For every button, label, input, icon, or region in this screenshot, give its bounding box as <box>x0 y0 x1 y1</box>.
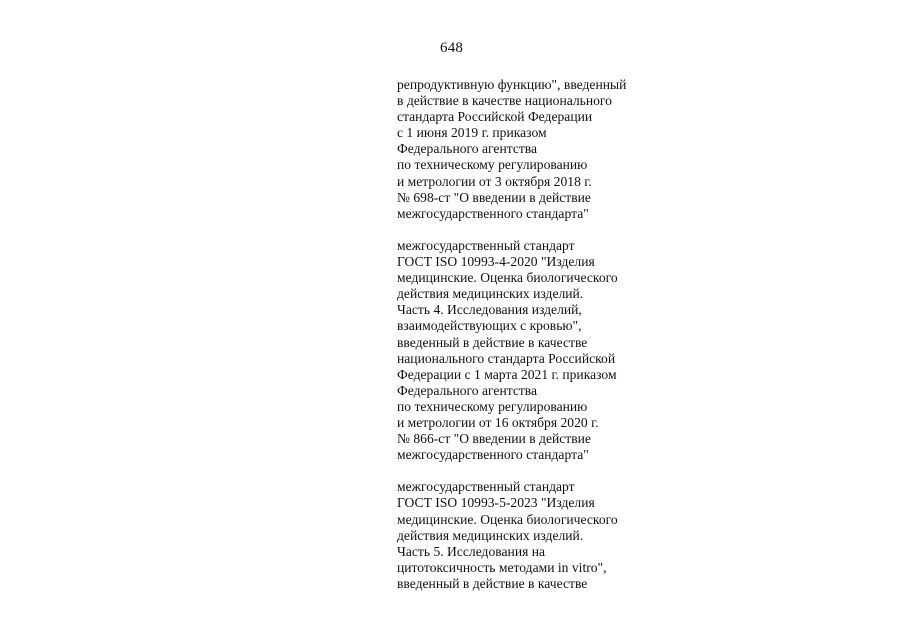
text-line: Федерального агентства <box>397 382 538 398</box>
text-line: действия медицинских изделий. <box>397 527 584 543</box>
text-line: Часть 5. Исследования на <box>397 543 546 559</box>
text-line: и метрологии от 16 октября 2020 г. <box>397 414 599 430</box>
text-line: введенный в действие в качестве <box>397 334 588 350</box>
text-line: ГОСТ ISO 10993-4-2020 "Изделия <box>397 254 595 270</box>
paragraph-gap <box>397 222 697 238</box>
paragraph-standard-iso-10993-5 <box>397 479 697 592</box>
text-line: цитотоксичность методами in vitro", <box>397 559 607 575</box>
text-line: межгосударственного стандарта" <box>397 205 589 221</box>
text-column <box>397 77 697 592</box>
text-line: Федерального агентства <box>397 141 538 157</box>
text-line: по техническому регулированию <box>397 157 588 173</box>
page-number: 648 <box>440 40 464 56</box>
text-line: с 1 июня 2019 г. приказом <box>397 125 547 141</box>
text-line: № 698-ст "О введении в действие <box>397 189 591 205</box>
text-line: медицинские. Оценка биологического <box>397 511 618 527</box>
text-line: по техническому регулированию <box>397 398 588 414</box>
text-line: действия медицинских изделий. <box>397 286 584 302</box>
text-line: Федерации с 1 марта 2021 г. приказом <box>397 366 617 382</box>
text-line: введенный в действие в качестве <box>397 575 588 591</box>
text-line: № 866-ст "О введении в действие <box>397 431 591 447</box>
text-line: Часть 4. Исследования изделий, <box>397 302 582 318</box>
text-line: национального стандарта Российской <box>397 350 616 366</box>
paragraph-standard-iso-10993-4 <box>397 238 697 463</box>
text-line: межгосударственный стандарт <box>397 237 575 253</box>
text-line: ГОСТ ISO 10993-5-2023 "Изделия <box>397 495 595 511</box>
text-line: в действие в качестве национального <box>397 93 612 109</box>
text-line: репродуктивную функцию", введенный <box>397 77 627 92</box>
text-line: межгосударственного стандарта" <box>397 447 589 463</box>
text-line: межгосударственный стандарт <box>397 479 575 495</box>
text-line: стандарта Российской Федерации <box>397 109 593 125</box>
paragraph-standard-reproductive <box>397 77 697 222</box>
text-line: взаимодействующих с кровью", <box>397 318 582 334</box>
paragraph-gap <box>397 463 697 479</box>
text-line: медицинские. Оценка биологического <box>397 270 618 286</box>
text-line: и метрологии от 3 октября 2018 г. <box>397 173 592 189</box>
